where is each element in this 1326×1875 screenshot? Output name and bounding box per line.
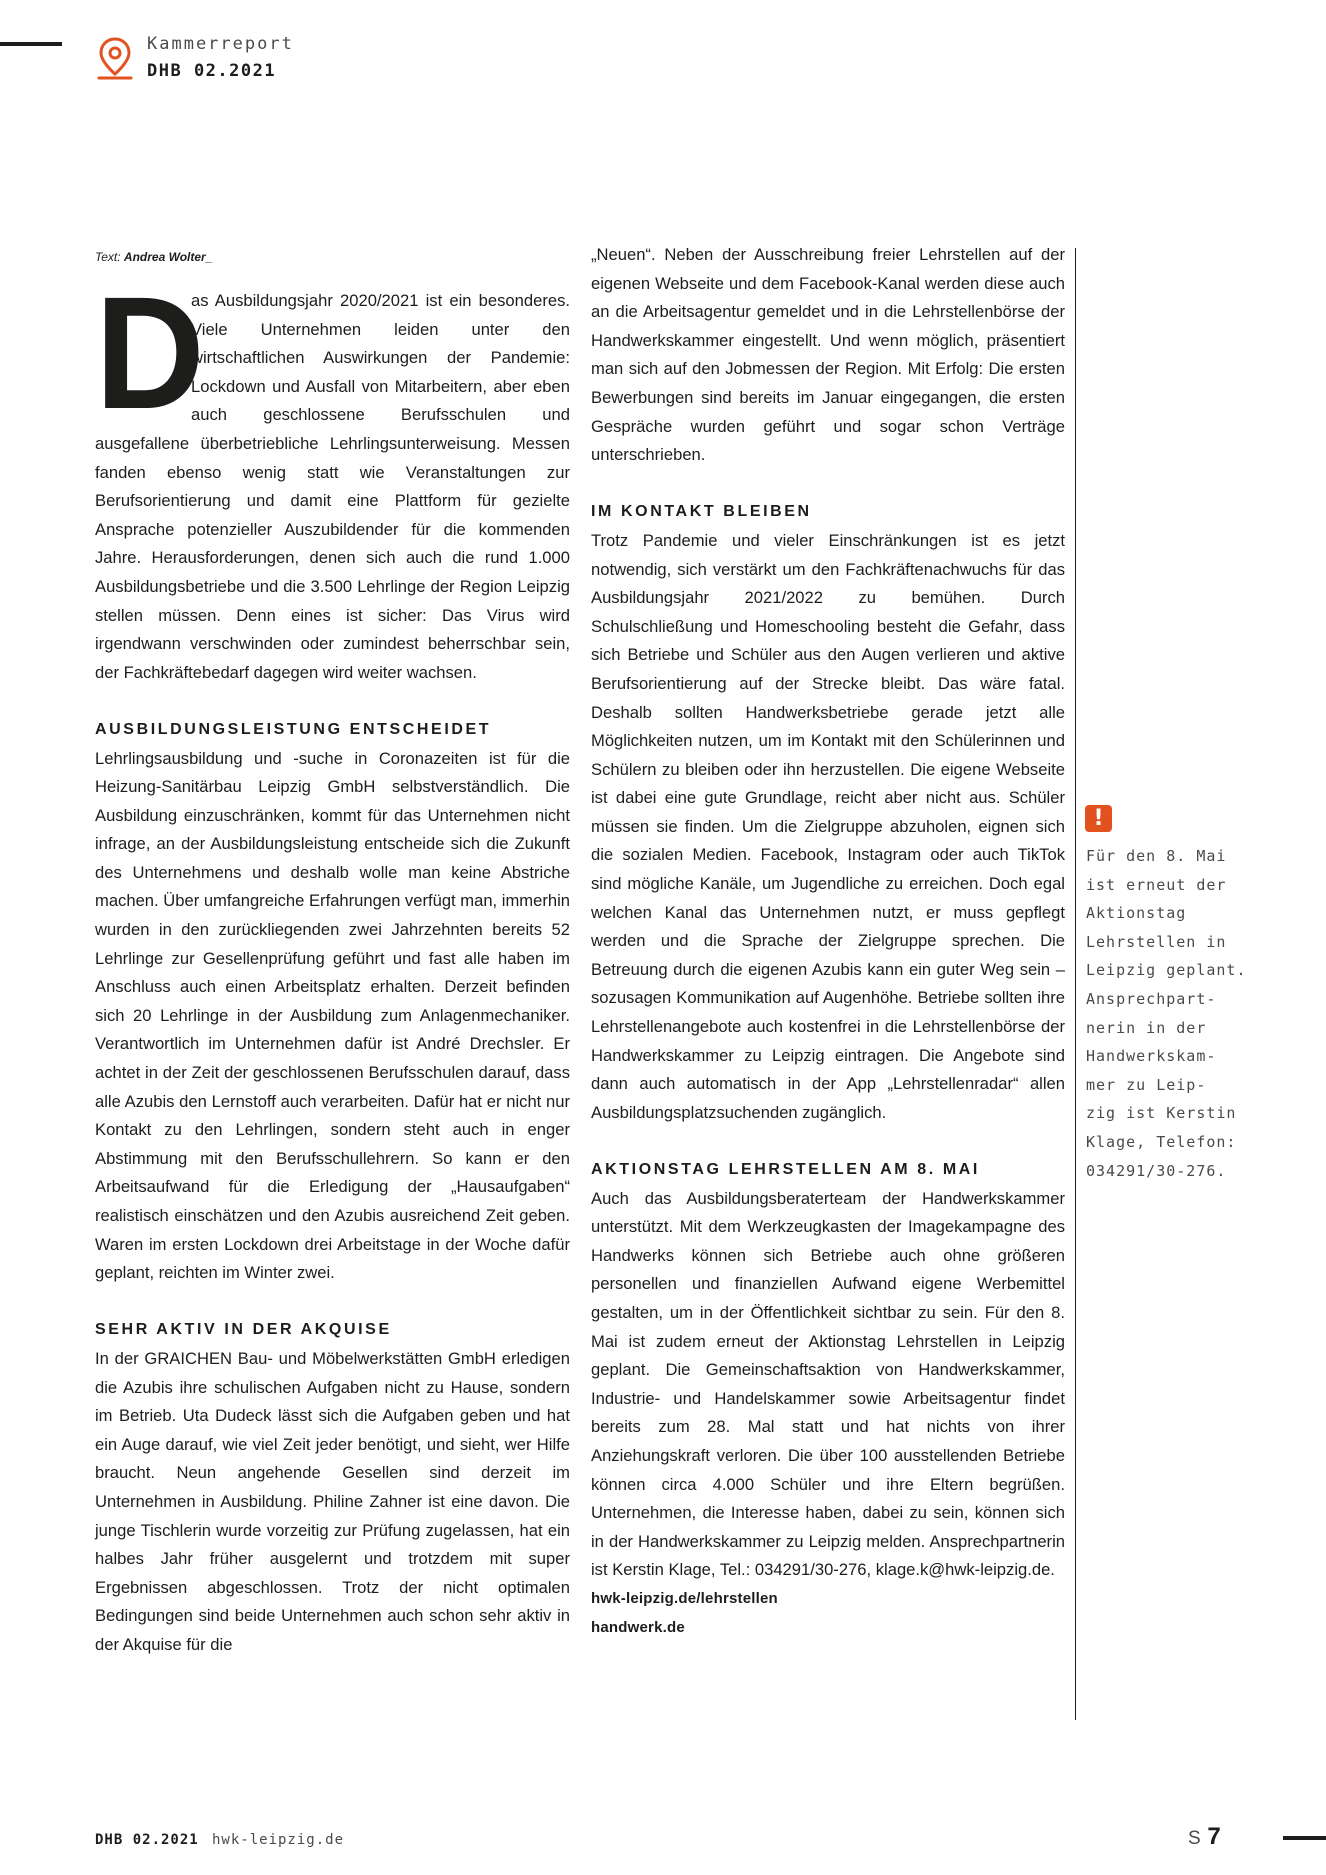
section-heading: AUSBILDUNGSLEISTUNG ENTSCHEIDET <box>95 720 492 738</box>
footer-issue: DHB 02.2021 <box>95 1832 199 1848</box>
side-note-line: Leipzig geplant. <box>1086 961 1247 980</box>
article-column-right <box>591 241 1065 1642</box>
section-heading: IM KONTAKT BLEIBEN <box>591 503 812 521</box>
byline-author: Andrea Wolter_ <box>123 250 213 264</box>
side-note-line: Für den 8. Mai <box>1086 847 1227 865</box>
side-note-line: ist erneut der <box>1086 875 1227 894</box>
side-note-line: zig ist Kerstin <box>1086 1104 1237 1123</box>
page-prefix: S <box>1188 1828 1201 1849</box>
continuation-paragraph: „Neuen“. Neben der Ausschreibung freier Lehrstellen auf der eigenen Webseite und dem Facebook-Kanal werden diese auch an die Arbeitsagentur gemeldet und in die Lehrstellenbörse der Handwerkskammer eingestellt. Und wenn möglich, präsentiert man sich auf den Jobmessen der Region. Mit Erfolg: Die ersten Bewerbungen sind bereits im Januar eingegangen, die ersten Gespräche wurden geführt und sogar schon Verträge unterschrieben. <box>591 245 1065 465</box>
link-handwerk[interactable]: handwerk.de <box>591 1618 685 1636</box>
issue-label: DHB 02.2021 <box>147 61 277 81</box>
dropcap: D <box>95 263 205 442</box>
footer-url[interactable]: hwk-leipzig.de <box>212 1832 345 1848</box>
section-paragraph: Trotz Pandemie und vieler Einschränkungen ist es jetzt notwendig, sich verstärkt um den Fachkräftenachwuchs für das Ausbildungsjahr 2021/2022 zu bemühen. Durch Schulschließung und Homeschooling besteht die Gefahr, dass sich Betriebe und Schüler aus den Augen verlieren und aktive Berufsorientierung auf der Strecke bleibt. Das wäre fatal. Deshalb sollten Handwerksbetriebe gerade jetzt alle Möglichkeiten nutzen, um im Kontakt mit den Schülerinnen und Schülern zu bleiben oder ihn herzustellen. Die eigene Webseite ist dabei eine gute Grundlage, reicht aber nicht aus. Schüler müssen sie finden. Um die Zielgruppe abzuholen, eignen sich die sozialen Medien. Facebook, Instagram oder auch TikTok sind mögliche Kanäle, um Jugendliche zu erreichen. Doch egal welchen Kanal das Unternehmen nutzt, er muss gepflegt werden und die Sprache der Zielgruppe sprechen. Die Betreuung durch die eigenen Azubis kann ein guter Weg sein – sozusagen Kommunikation auf Augenhöhe. Betriebe sollten ihre Lehrstellenangebote auch kostenfrei in die Lehrstellenbörse der Handwerkskammer zu Leipzig eintragen. Die Angebote sind dann auch automatisch in der App „Lehrstellenradar“ allen Ausbildungsplatzsuchenden zugänglich. <box>591 530 1065 1122</box>
section-paragraph: In der GRAICHEN Bau- und Möbelwerkstätten GmbH erledigen die Azubis ihre schulischen Aufgaben nicht zu Hause, sondern im Betrieb. Uta Dudeck lässt sich die Aufgaben geben und hat ein Auge darauf, wie viel Zeit jeder benötigt, und sieht, wer Hilfe braucht. Neun angehende Gesellen sind derzeit im Unternehmen in Ausbildung. Philine Zahner ist eine davon. Die junge Tischlerin wurde vorzeitig zur Prüfung zugelassen, hat ein halbes Jahr früher ausgelernt und trotzdem mit super Ergebnissen abgeschlossen. Trotz der nicht optimalen Bedingungen sind beide Unternehmen auch schon sehr aktiv in der Akquise für die <box>95 1348 570 1654</box>
footer-rule <box>1283 1836 1326 1840</box>
exclamation-icon: ! <box>1085 805 1112 832</box>
column-divider <box>1075 248 1076 1720</box>
side-note-line: Klage, Telefon: <box>1086 1132 1237 1151</box>
section-kicker: Kammerreport <box>147 34 294 54</box>
side-note-line: Aktionstag <box>1086 904 1187 923</box>
section-heading: SEHR AKTIV IN DER AKQUISE <box>95 1321 392 1339</box>
article-column-left <box>95 263 570 1660</box>
side-note-line: mer zu Leip- <box>1086 1075 1207 1094</box>
side-note-line: Handwerkskam- <box>1086 1047 1217 1066</box>
byline-prefix: Text: <box>95 250 124 264</box>
side-note-line: Ansprechpart- <box>1086 989 1217 1008</box>
header-rule <box>0 42 62 46</box>
section-paragraph: Auch das Ausbildungsberaterteam der Handwerkskammer unterstützt. Mit dem Werkzeugkasten der Imagekampagne des Handwerks können sich Betriebe auch ohne größeren personellen und finanziellen Aufwand eigene Werbemittel gestalten, um in der Öffentlichkeit sichtbar zu sein. Für den 8. Mai ist zudem erneut der Aktionstag Lehrstellen in Leipzig geplant. Die Gemeinschaftsaktion von Handwerkskammer, Industrie- und Handelskammer sowie Arbeitsagentur findet bereits zum 28. Mal statt und hat nichts von ihrer Anziehungskraft verloren. Die über 100 ausstellenden Betriebe können circa 4.000 Schüler und ihre Eltern begrüßen. Unternehmen, die Interesse haben, dabei zu sein, können sich in der Handwerkskammer zu Leipzig melden. Ansprechpartnerin ist Kerstin Klage, Tel.: 034291/30-276, klage.k@hwk-leipzig.de. <box>591 1188 1065 1580</box>
side-note <box>1086 842 1258 1185</box>
page-number <box>1188 1823 1221 1851</box>
side-note-line: Lehrstellen in <box>1086 932 1227 951</box>
link-lehrstellen[interactable]: hwk-leipzig.de/lehrstellen <box>591 1589 778 1607</box>
side-note-line: nerin in der <box>1086 1018 1207 1037</box>
page-number-value: 7 <box>1207 1823 1221 1850</box>
byline <box>95 250 212 264</box>
side-note-line: 034291/30-276. <box>1086 1161 1227 1180</box>
section-heading: AKTIONSTAG LEHRSTELLEN AM 8. MAI <box>591 1161 980 1178</box>
location-pin-icon <box>96 36 134 82</box>
lead-paragraph: as Ausbildungsjahr 2020/2021 ist ein besonderes. Viele Unternehmen leiden unter den wirtschaftlichen Auswirkungen der Pandemie: Lockdown und Ausfall von Mitarbeitern, aber eben auch geschlossene Berufsschulen und ausgefallene überbetriebliche Lehrlingsunterweisung. Messen fanden ebenso wenig statt wie Veranstaltungen zur Berufsorientierung und damit eine Plattform für gezielte Ansprache potenzieller Auszubildender für die kommenden Jahre. Herausforderungen, denen sich auch die rund 1.000 Ausbildungsbetriebe und die 3.500 Lehrlinge der Region Leipzig stellen müssen. Denn eines ist sicher: Das Virus wird irgendwann verschwinden oder zumindest beherrschbar sein, der Fachkräftebedarf dagegen wird weiter wachsen. <box>95 291 570 682</box>
section-paragraph: Lehrlingsausbildung und -suche in Coronazeiten ist für die Heizung-Sanitärbau Leipzig GmbH selbstverständlich. Die Ausbildung einzuschränken, kommt für das Unternehmen nicht infrage, an der Ausbildungsleistung entscheide sich die Zukunft des Unternehmens und deshalb wolle man keine Abstriche machen. Über umfangreiche Erfahrungen verfügt man, immerhin wurden in den zurückliegenden zwei Jahrzehnten bereits 52 Lehrlinge zur Gesellenprüfung geführt und fast alle haben im Anschluss auch einen Arbeitsplatz erhalten. Derzeit befinden sich 20 Lehrlinge in der Ausbildung zum Anlagenmechaniker. Verantwortlich im Unternehmen dafür ist André Drechsler. Er achtet in der Zeit der geschlossenen Berufsschulen darauf, dass alle Azubis den Lernstoff auch verarbeiten. Dafür hat er nicht nur Kontakt zu den Lehrlingen, sondern steht auch in enger Abstimmung mit den Berufsschullehrern. So kann er den Arbeitsaufwand für die Erledigung der „Hausaufgaben“ realistisch einschätzen und den Azubis ausreichend Zeit geben. Waren im ersten Lockdown drei Arbeitstage in der Woche dafür geplant, reichten im Winter zwei. <box>95 748 570 1283</box>
